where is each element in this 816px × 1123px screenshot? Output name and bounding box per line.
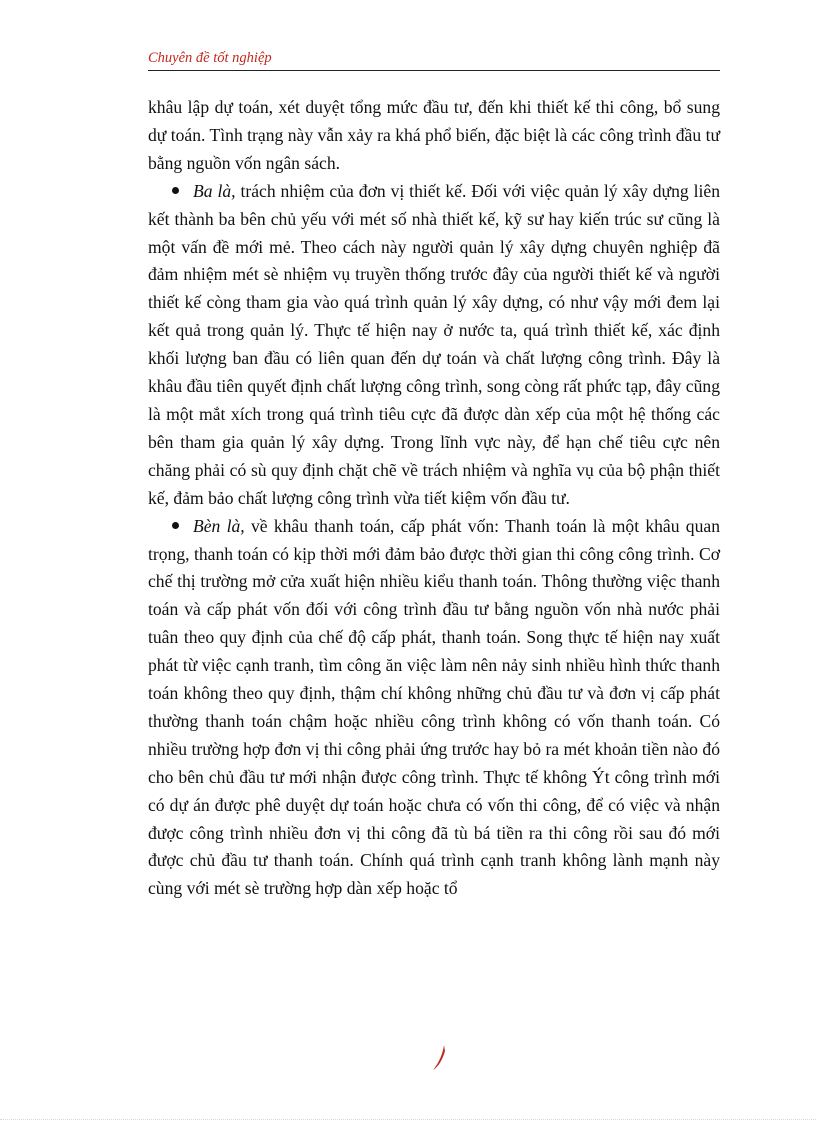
- bullet-paragraph-4: [148, 513, 720, 904]
- bullet-icon: [172, 187, 179, 194]
- footer-divider: [0, 1119, 816, 1120]
- paragraph-continuation: khâu lập dự toán, xét duyệt tổng mức đầu tư, đến khi thiết kế thi công, bổ sung dự toán. Tình trạng này vẫn xảy ra khá phổ biến, đặc biệt là các công trình đầu tư bằng nguồn vốn ngân sách.: [148, 97, 720, 173]
- header-title: Chuyên đề tốt nghiệp: [148, 50, 272, 66]
- bullet-lead: Ba là,: [193, 180, 236, 201]
- page-number-mark-icon: [430, 1043, 450, 1073]
- document-body: [148, 94, 720, 903]
- bullet-icon: [172, 522, 179, 529]
- bullet-text: về khâu thanh toán, cấp phát vốn: Thanh toán là một khâu quan trọng, thanh toán có kịp thời mới đảm bảo được thời gian thi công công trình. Cơ chế thị trường mở cửa xuất hiện nhiều kiểu thanh toán. Thông thường việc thanh toán và cấp phát vốn đối với công trình đầu tư bằng nguồn vốn nhà nước phải tuân theo quy định của chế độ cấp phát, thanh toán. Song thực tế hiện nay xuất phát từ việc cạnh tranh, tìm công ăn việc làm nên nảy sinh nhiều hình thức thanh toán không theo quy định, thậm chí không những chủ đầu tư và đơn vị cấp phát thường thanh toán chậm hoặc nhiều công trình không có vốn thanh toán. Có nhiều trường hợp đơn vị thi công phải ứng trước hay bỏ ra mét khoản tiền nào đó cho bên chủ đầu tư mới nhận được công trình. Thực tế không Ýt công trình mới có dự án được phê duyệt dự toán hoặc chưa có vốn thi công, để có việc và nhận được công trình nhiều đơn vị thi công đã tù bá tiền ra thi công rồi sau đó mới được chủ đầu tư thanh toán. Chính quá trình cạnh tranh không lành mạnh này cùng với mét sè trường hợp dàn xếp hoặc tổ: [148, 515, 720, 899]
- bullet-lead: Bèn là,: [193, 515, 245, 536]
- bullet-paragraph-3: [148, 178, 720, 513]
- bullet-text: trách nhiệm của đơn vị thiết kế. Đối với việc quản lý xây dựng liên kết thành ba bên chủ yếu với mét số nhà thiết kế, kỹ sư hay kiến trúc sư cũng là một vấn đề mới mẻ. Theo cách này người quản lý xây dựng chuyên nghiệp đã đảm nhiệm mét sè nhiệm vụ truyền thống trước đây của người thiết kế và người thiết kế còng tham gia vào quá trình quản lý xây dựng, có như vậy mới đem lại kết quả trong quản lý. Thực tế hiện nay ở nước ta, quá trình thiết kế, xác định khối lượng ban đầu có liên quan đến dự toán và chất lượng công trình. Đây là khâu đầu tiên quyết định chất lượng công trình, song còng rất phức tạp, đây cũng là một mắt xích trong quá trình tiêu cực đã được dàn xếp của một hệ thống các bên tham gia quản lý xây dựng. Trong lĩnh vực này, để hạn chế tiêu cực nên chăng phải có sù quy định chặt chẽ về trách nhiệm và nghĩa vụ của bộ phận thiết kế, đảm bảo chất lượng công trình vừa tiết kiệm vốn đầu tư.: [148, 180, 720, 508]
- page-header: [148, 48, 720, 71]
